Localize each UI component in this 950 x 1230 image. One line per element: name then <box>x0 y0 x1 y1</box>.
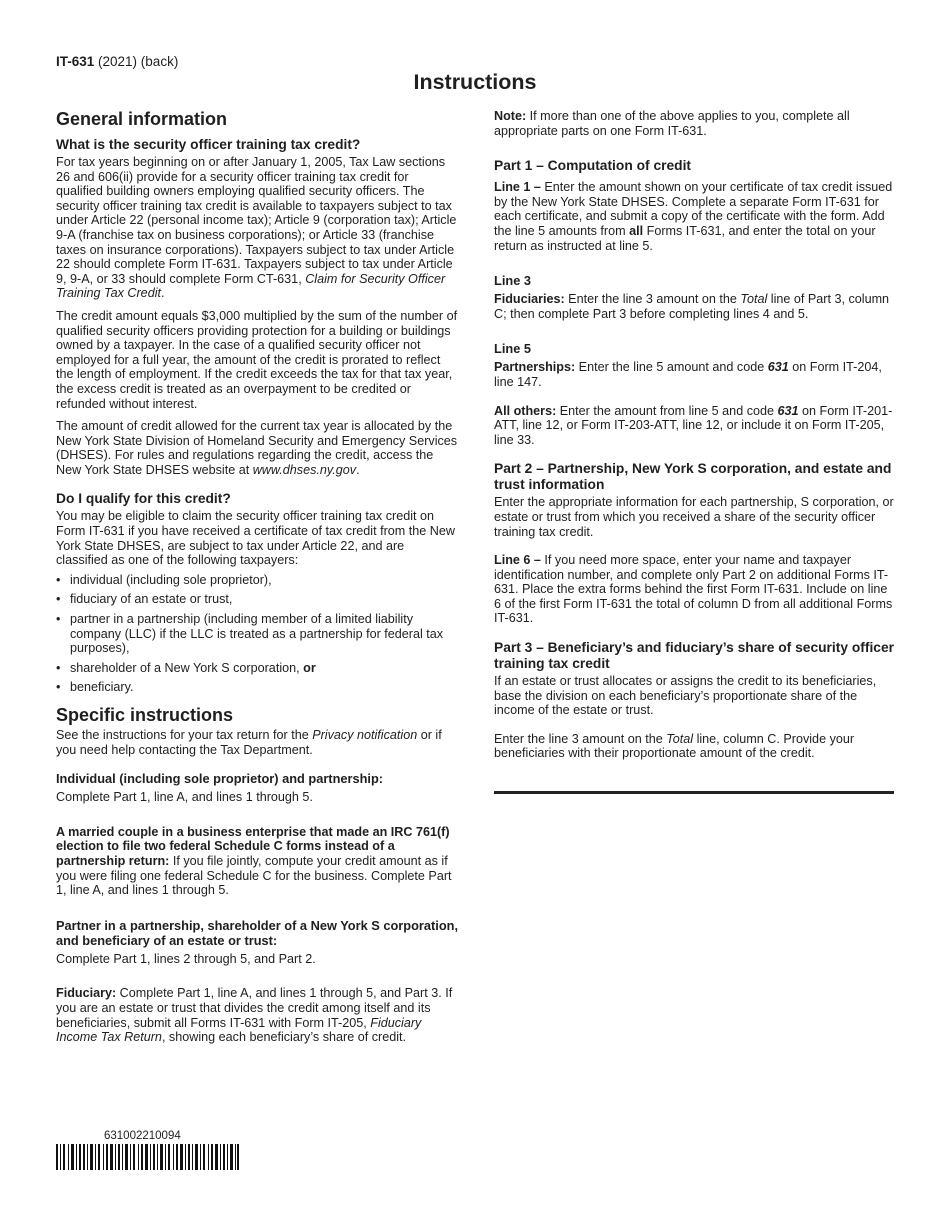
line-5-heading: Line 5 <box>494 341 531 357</box>
form-year: (2021) (back) <box>94 54 179 69</box>
partner-heading: Partner in a partnership, shareholder of a New York S corporation, and beneficiary of an estate or trust: <box>56 917 459 948</box>
taxpayer-type-list <box>56 573 458 695</box>
part-2-paragraph: Enter the appropriate information for each partnership, S corporation, or estate or trust from which you received a share of the security officer training tax credit. <box>494 495 894 539</box>
qualify-heading: Do I qualify for this credit? <box>56 491 231 507</box>
left-column <box>56 108 458 1053</box>
line-5-all-others-paragraph: All others: Enter the amount from line 5 and code 631 on Form IT-201-ATT, line 12, or Form IT-203-ATT, line 12, or include it on Form IT-205, line 33. <box>494 403 893 447</box>
part-1-heading: Part 1 – Computation of credit <box>494 158 692 174</box>
list-item: • individual (including sole proprietor), <box>56 572 272 587</box>
line-1-paragraph: Line 1 – Enter the amount shown on your certificate of tax credit issued by the New York State DHSES. Complete a separate Form IT-631 for each certificate, and submit a copy of the certificate with the form. Add the line 5 amounts from all Forms IT-631, and enter the total on your return as instructed at line 5. <box>494 180 893 253</box>
note-paragraph: Note: If more than one of the above applies to you, complete all appropriate parts on one Form IT-631. <box>494 109 850 138</box>
list-item: • fiduciary of an estate or trust, <box>56 592 233 607</box>
specific-instructions-paragraph: See the instructions for your tax return for the Privacy notification or if you need help contacting the Tax Department. <box>56 728 442 757</box>
part-2-heading: Part 2 – Partnership, New York S corporation, and estate and trust information <box>494 461 892 493</box>
right-column <box>494 109 896 794</box>
dhses-website: www.dhses.ny.gov <box>252 462 357 477</box>
form-header <box>56 54 178 69</box>
section-divider <box>494 791 894 794</box>
what-is-credit-paragraph-3: The amount of credit allowed for the current tax year is allocated by the New York State Division of Homeland Security and Emergency Services (DHSES). For rules and regulations regarding the credit, access the New York State DHSES website at www.dhses.ny.gov. <box>56 419 458 477</box>
what-is-credit-paragraph-2: The credit amount equals $3,000 multiplied by the sum of the number of qualified security officers providing protection for a building or buildings owned by a taxpayer. In the case of a qualified security officer not employed for a full year, the amount of the credit is prorated to reflect the length of employment. If the credit exceeds the tax for that tax year, the excess credit is treated as an overpayment to be credited or refunded without interest. <box>56 308 458 411</box>
qualify-paragraph: You may be eligible to claim the security officer training tax credit on Form IT-631 if you have received a certificate of tax credit from the New York State DHSES, are subject to tax under Article 22, and are classified as one of the following taxpayers: <box>56 509 455 568</box>
individual-paragraph: Complete Part 1, line A, and lines 1 through 5. <box>56 790 313 805</box>
part-3-paragraph-2: Enter the line 3 amount on the Total line, column C. Provide your beneficiaries with their proportionate amount of the credit. <box>494 731 855 761</box>
part-3-paragraph-1: If an estate or trust allocates or assigns the credit to its beneficiaries, base the division on each beneficiary’s proportionate share of the income of the estate or trust. <box>494 674 877 718</box>
partner-paragraph: Complete Part 1, lines 2 through 5, and Part 2. <box>56 951 316 966</box>
part-3-heading: Part 3 – Beneficiary’s and fiduciary’s share of security officer training tax credit <box>494 640 895 672</box>
barcode-block <box>56 1130 240 1170</box>
specific-instructions-heading: Specific instructions <box>56 705 234 725</box>
list-item: • partner in a partnership (including member of a limited liability company (LLC) if the LLC is treated as a partnership for federal tax purposes), <box>56 612 444 656</box>
barcode-number: 631002210094 <box>104 1130 181 1142</box>
what-is-credit-paragraph-1: For tax years beginning on or after January 1, 2005, Tax Law sections 26 and 606(ii) provide for a security officer training tax credit for qualified building owners employing qualified security officers. The security officer training tax credit is available to taxpayers subject to tax under Article 22 (personal income tax); Article 9 (corporation tax); Article 9-A (franchise tax on business corporations); or Article 33 (franchise taxes on insurance corporations). Taxpayers subject to tax under Article 22 should complete Form IT-631. Taxpayers subject to tax under Article 9, 9-A, or 33 should complete Form CT-631, Claim for Security Officer Training Tax Credit. <box>56 155 457 301</box>
line-3-heading: Line 3 <box>494 273 531 289</box>
line-5-partnerships-paragraph: Partnerships: Enter the line 5 amount and code 631 on Form IT-204, line 147. <box>494 360 882 389</box>
form-code: IT-631 <box>56 54 95 69</box>
individual-heading: Individual (including sole proprietor) and partnership: <box>56 771 384 787</box>
general-information-heading: General information <box>56 109 228 129</box>
married-couple-paragraph: A married couple in a business enterprise that made an IRC 761(f) election to file two federal Schedule C forms instead of a partnership return: If you file jointly, compute your credit amount as if you were filing one federal Schedule C for the business. Complete Part 1, line A, and lines 1 through 5. <box>56 824 452 898</box>
fiduciary-paragraph: Fiduciary: Complete Part 1, line A, and lines 1 through 5, and Part 3. If you are an estate or trust that divides the credit among itself and its beneficiaries, submit all Forms IT-631 with Form IT-205, Fiduciary Income Tax Return, showing each beneficiary’s share of credit. <box>56 986 453 1045</box>
what-is-credit-heading: What is the security officer training tax credit? <box>56 137 361 152</box>
line-3-paragraph: Fiduciaries: Enter the line 3 amount on the Total line of Part 3, column C; then complete Part 3 before completing lines 4 and 5. <box>494 292 890 321</box>
list-item: • beneficiary. <box>56 680 134 695</box>
page-title: Instructions <box>413 70 537 94</box>
list-item: • shareholder of a New York S corporation, or <box>56 660 316 675</box>
line-6-paragraph: Line 6 – If you need more space, enter your name and taxpayer identification number, and complete only Part 2 on additional Forms IT-631. Place the extra forms behind the first Form IT-631. Include on line 6 of the first Form IT-631 the total of column D from all additional Forms IT-631. <box>494 553 893 626</box>
barcode-icon <box>56 1144 240 1170</box>
